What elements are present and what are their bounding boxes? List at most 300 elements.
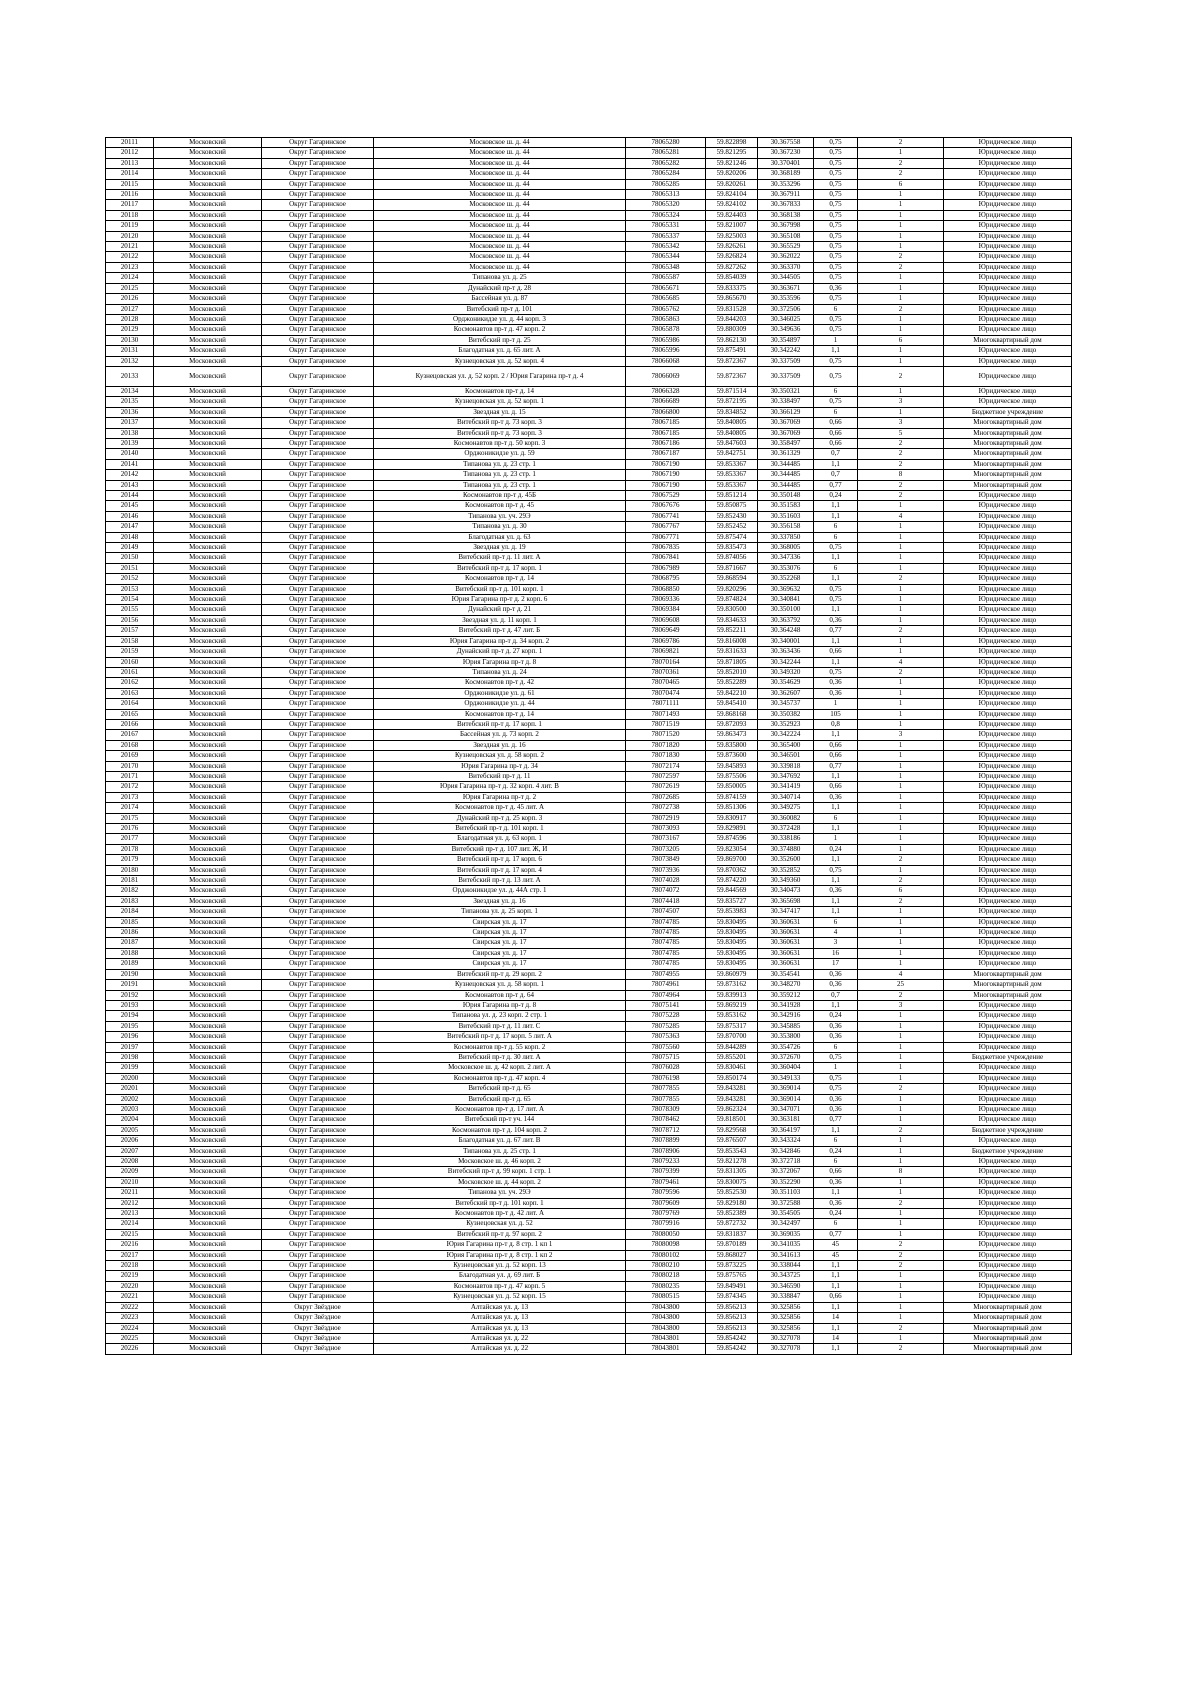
cell-address: Московское ш. д. 44 корп. 2	[374, 1177, 626, 1187]
table-row	[106, 855, 1072, 865]
cell-volume: 0,66	[814, 418, 858, 428]
cell-lat: 59.875491	[706, 346, 758, 356]
cell-type: Юридическое лицо	[944, 876, 1072, 886]
cell-code: 78066068	[626, 356, 706, 366]
cell-address: Московское ш. д. 44	[374, 158, 626, 168]
cell-id: 20223	[106, 1313, 154, 1323]
cell-type: Юридическое лицо	[944, 169, 1072, 179]
cell-lon: 30.368189	[758, 169, 814, 179]
cell-count: 1	[858, 803, 944, 813]
cell-volume: 0,75	[814, 262, 858, 272]
cell-address: Типанова ул. д. 24	[374, 667, 626, 677]
cell-lat: 59.874159	[706, 792, 758, 802]
cell-district: Московский	[154, 1281, 262, 1291]
cell-address: Свирская ул. д. 17	[374, 959, 626, 969]
cell-volume: 0,36	[814, 969, 858, 979]
cell-id: 20121	[106, 242, 154, 252]
cell-municipality: Округ Гагаринское	[262, 647, 374, 657]
cell-id: 20128	[106, 314, 154, 324]
cell-count: 1	[858, 595, 944, 605]
cell-address: Орджоникидзе ул. д. 61	[374, 688, 626, 698]
cell-type: Юридическое лицо	[944, 917, 1072, 927]
cell-district: Московский	[154, 1052, 262, 1062]
cell-district: Московский	[154, 1063, 262, 1073]
cell-lon: 30.327078	[758, 1344, 814, 1354]
cell-id: 20171	[106, 771, 154, 781]
cell-district: Московский	[154, 231, 262, 241]
cell-lon: 30.374880	[758, 844, 814, 854]
cell-municipality: Округ Гагаринское	[262, 865, 374, 875]
cell-lat: 59.824102	[706, 200, 758, 210]
cell-id: 20225	[106, 1333, 154, 1343]
cell-lon: 30.343324	[758, 1136, 814, 1146]
cell-lon: 30.360631	[758, 948, 814, 958]
cell-district: Московский	[154, 1292, 262, 1302]
cell-lat: 59.824403	[706, 210, 758, 220]
cell-address: Благодатная ул. д. 65 лит. А	[374, 346, 626, 356]
cell-lat: 59.875317	[706, 1021, 758, 1031]
table-row	[106, 1104, 1072, 1114]
cell-id: 20180	[106, 865, 154, 875]
cell-code: 78066689	[626, 397, 706, 407]
cell-type: Юридическое лицо	[944, 501, 1072, 511]
cell-count: 2	[858, 262, 944, 272]
cell-district: Московский	[154, 511, 262, 521]
cell-address: Витебский пр-т д. 47 лит. Б	[374, 626, 626, 636]
cell-address: Бассейная ул. д. 73 корп. 2	[374, 730, 626, 740]
cell-code: 78065685	[626, 294, 706, 304]
cell-type: Многоквартирный дом	[944, 990, 1072, 1000]
cell-municipality: Округ Гагаринское	[262, 169, 374, 179]
cell-id: 20124	[106, 273, 154, 283]
table-row	[106, 688, 1072, 698]
cell-volume: 0,75	[814, 314, 858, 324]
cell-lon: 30.341419	[758, 782, 814, 792]
cell-id: 20213	[106, 1209, 154, 1219]
cell-id: 20216	[106, 1240, 154, 1250]
cell-district: Московский	[154, 969, 262, 979]
cell-lat: 59.872195	[706, 397, 758, 407]
cell-code: 78075715	[626, 1052, 706, 1062]
cell-id: 20132	[106, 356, 154, 366]
cell-type: Юридическое лицо	[944, 1261, 1072, 1271]
cell-lat: 59.853162	[706, 1011, 758, 1021]
cell-code: 78075141	[626, 1000, 706, 1010]
cell-lon: 30.369014	[758, 1084, 814, 1094]
cell-code: 78079609	[626, 1198, 706, 1208]
cell-type: Юридическое лицо	[944, 688, 1072, 698]
cell-count: 1	[858, 1011, 944, 1021]
cell-code: 78072597	[626, 771, 706, 781]
cell-municipality: Округ Гагаринское	[262, 719, 374, 729]
cell-count: 3	[858, 418, 944, 428]
cell-volume: 0,75	[814, 231, 858, 241]
table-row	[106, 169, 1072, 179]
cell-type: Юридическое лицо	[944, 667, 1072, 677]
cell-district: Московский	[154, 356, 262, 366]
cell-lon: 30.367230	[758, 148, 814, 158]
cell-municipality: Округ Гагаринское	[262, 470, 374, 480]
cell-lon: 30.372067	[758, 1167, 814, 1177]
cell-volume: 0,75	[814, 325, 858, 335]
cell-lon: 30.350382	[758, 709, 814, 719]
cell-district: Московский	[154, 1209, 262, 1219]
cell-type: Многоквартирный дом	[944, 335, 1072, 345]
cell-id: 20169	[106, 751, 154, 761]
cell-district: Московский	[154, 501, 262, 511]
cell-address: Звездная ул. д. 15	[374, 407, 626, 417]
cell-lat: 59.844289	[706, 1042, 758, 1052]
cell-volume: 1,1	[814, 511, 858, 521]
cell-type: Многоквартирный дом	[944, 1344, 1072, 1354]
cell-lon: 30.327078	[758, 1333, 814, 1343]
cell-lon: 30.347071	[758, 1104, 814, 1114]
table-row	[106, 928, 1072, 938]
cell-address: Юрия Гагарина пр-т д. 8	[374, 657, 626, 667]
cell-code: 78065284	[626, 169, 706, 179]
table-row	[106, 834, 1072, 844]
cell-id: 20141	[106, 459, 154, 469]
cell-address: Юрия Гагарина пр-т д. 8 стр. 1 кп 1	[374, 1240, 626, 1250]
cell-lon: 30.369035	[758, 1229, 814, 1239]
cell-lat: 59.840805	[706, 418, 758, 428]
cell-code: 78079461	[626, 1177, 706, 1187]
cell-code: 78065337	[626, 231, 706, 241]
cell-municipality: Округ Гагаринское	[262, 491, 374, 501]
cell-code: 78074964	[626, 990, 706, 1000]
cell-volume: 0,75	[814, 1073, 858, 1083]
cell-type: Юридическое лицо	[944, 595, 1072, 605]
cell-address: Витебский пр-т д. 99 корп. 1 стр. 1	[374, 1167, 626, 1177]
cell-id: 20211	[106, 1188, 154, 1198]
cell-type: Юридическое лицо	[944, 844, 1072, 854]
cell-municipality: Округ Гагаринское	[262, 1219, 374, 1229]
cell-address: Космонавтов пр-т д. 55 корп. 2	[374, 1042, 626, 1052]
cell-address: Бассейная ул. д. 87	[374, 294, 626, 304]
cell-lat: 59.829180	[706, 1198, 758, 1208]
cell-id: 20179	[106, 855, 154, 865]
cell-address: Витебский пр-т д. 73 корп. 3	[374, 428, 626, 438]
cell-type: Многоквартирный дом	[944, 449, 1072, 459]
cell-type: Многоквартирный дом	[944, 428, 1072, 438]
cell-address: Юрия Гагарина пр-т д. 8	[374, 1000, 626, 1010]
cell-type: Юридическое лицо	[944, 522, 1072, 532]
cell-volume: 0,75	[814, 210, 858, 220]
cell-lat: 59.875765	[706, 1271, 758, 1281]
cell-count: 1	[858, 325, 944, 335]
cell-id: 20123	[106, 262, 154, 272]
cell-municipality: Округ Гагаринское	[262, 1073, 374, 1083]
cell-address: Юрия Гагарина пр-т д. 2	[374, 792, 626, 802]
cell-address: Московское ш. д. 44	[374, 221, 626, 231]
cell-lat: 59.852289	[706, 678, 758, 688]
cell-count: 1	[858, 813, 944, 823]
cell-volume: 0,75	[814, 356, 858, 366]
cell-municipality: Округ Гагаринское	[262, 148, 374, 158]
cell-lat: 59.830075	[706, 1177, 758, 1187]
cell-id: 20143	[106, 480, 154, 490]
cell-count: 1	[858, 761, 944, 771]
cell-lat: 59.871514	[706, 386, 758, 396]
table-row	[106, 678, 1072, 688]
cell-lon: 30.367998	[758, 221, 814, 231]
cell-lat: 59.825003	[706, 231, 758, 241]
cell-address: Витебский пр-т д. 17 корп. 6	[374, 855, 626, 865]
cell-id: 20178	[106, 844, 154, 854]
cell-district: Московский	[154, 782, 262, 792]
cell-lat: 59.831305	[706, 1167, 758, 1177]
cell-lon: 30.342916	[758, 1011, 814, 1021]
cell-code: 78070465	[626, 678, 706, 688]
table-row	[106, 190, 1072, 200]
cell-id: 20170	[106, 761, 154, 771]
table-row	[106, 1073, 1072, 1083]
cell-district: Московский	[154, 1229, 262, 1239]
cell-type: Многоквартирный дом	[944, 969, 1072, 979]
cell-lon: 30.368138	[758, 210, 814, 220]
cell-lat: 59.874824	[706, 595, 758, 605]
cell-volume: 0,75	[814, 200, 858, 210]
cell-lat: 59.831633	[706, 647, 758, 657]
cell-lat: 59.874596	[706, 834, 758, 844]
cell-type: Бюджетное учреждение	[944, 1146, 1072, 1156]
cell-volume: 6	[814, 1219, 858, 1229]
cell-count: 1	[858, 1115, 944, 1125]
cell-municipality: Округ Гагаринское	[262, 615, 374, 625]
cell-count: 1	[858, 1281, 944, 1291]
cell-address: Кузнецовская ул. д. 52 корп. 1	[374, 397, 626, 407]
cell-count: 1	[858, 1021, 944, 1031]
cell-volume: 0,66	[814, 1167, 858, 1177]
cell-address: Типанова ул. д. 25 корп. 1	[374, 907, 626, 917]
cell-district: Московский	[154, 169, 262, 179]
cell-district: Московский	[154, 595, 262, 605]
cell-id: 20147	[106, 522, 154, 532]
cell-lat: 59.868027	[706, 1250, 758, 1260]
cell-lon: 30.349133	[758, 1073, 814, 1083]
cell-volume: 0,36	[814, 1104, 858, 1114]
cell-code: 78074961	[626, 980, 706, 990]
cell-municipality: Округ Гагаринское	[262, 980, 374, 990]
cell-lat: 59.875474	[706, 532, 758, 542]
cell-code: 78080102	[626, 1250, 706, 1260]
cell-type: Юридическое лицо	[944, 1209, 1072, 1219]
table-row	[106, 990, 1072, 1000]
cell-type: Юридическое лицо	[944, 242, 1072, 252]
cell-address: Алтайская ул. д. 13	[374, 1313, 626, 1323]
cell-count: 1	[858, 231, 944, 241]
cell-count: 1	[858, 273, 944, 283]
cell-district: Московский	[154, 928, 262, 938]
cell-municipality: Округ Гагаринское	[262, 221, 374, 231]
cell-district: Московский	[154, 1104, 262, 1114]
cell-code: 78080098	[626, 1240, 706, 1250]
cell-count: 1	[858, 1271, 944, 1281]
cell-code: 78074785	[626, 938, 706, 948]
cell-volume: 0,66	[814, 647, 858, 657]
table-row	[106, 1209, 1072, 1219]
table-row	[106, 719, 1072, 729]
cell-address: Витебский пр-т д. 101 корп. 1	[374, 824, 626, 834]
cell-count: 2	[858, 1344, 944, 1354]
cell-lon: 30.370401	[758, 158, 814, 168]
cell-count: 1	[858, 501, 944, 511]
cell-type: Юридическое лицо	[944, 886, 1072, 896]
cell-type: Юридическое лицо	[944, 221, 1072, 231]
cell-count: 2	[858, 990, 944, 1000]
cell-district: Московский	[154, 647, 262, 657]
table-row	[106, 543, 1072, 553]
cell-id: 20217	[106, 1250, 154, 1260]
cell-lat: 59.842210	[706, 688, 758, 698]
cell-code: 78067190	[626, 459, 706, 469]
table-row	[106, 386, 1072, 396]
cell-address: Витебский пр-т уч. 144	[374, 1115, 626, 1125]
cell-address: Звездная ул. д. 16	[374, 896, 626, 906]
cell-address: Космонавтов пр-т д. 47 корп. 2	[374, 325, 626, 335]
cell-district: Московский	[154, 1094, 262, 1104]
cell-volume: 1,1	[814, 1125, 858, 1135]
cell-code: 78079596	[626, 1188, 706, 1198]
table-row	[106, 438, 1072, 448]
cell-municipality: Округ Гагаринское	[262, 824, 374, 834]
cell-volume: 0,36	[814, 615, 858, 625]
cell-district: Московский	[154, 771, 262, 781]
table-row	[106, 407, 1072, 417]
cell-municipality: Округ Гагаринское	[262, 751, 374, 761]
cell-type: Юридическое лицо	[944, 834, 1072, 844]
cell-district: Московский	[154, 532, 262, 542]
cell-address: Витебский пр-т д. 17 корп. 1	[374, 563, 626, 573]
cell-id: 20220	[106, 1281, 154, 1291]
cell-address: Московское ш. д. 44	[374, 179, 626, 189]
cell-count: 1	[858, 605, 944, 615]
cell-municipality: Округ Гагаринское	[262, 335, 374, 345]
cell-district: Московский	[154, 709, 262, 719]
cell-volume: 0,36	[814, 1021, 858, 1031]
cell-type: Юридическое лицо	[944, 1084, 1072, 1094]
cell-id: 20192	[106, 990, 154, 1000]
cell-count: 1	[858, 678, 944, 688]
cell-lon: 30.354505	[758, 1209, 814, 1219]
cell-district: Московский	[154, 980, 262, 990]
cell-count: 1	[858, 1042, 944, 1052]
cell-code: 78065285	[626, 179, 706, 189]
cell-count: 1	[858, 386, 944, 396]
cell-address: Витебский пр-т д. 11 лит. А	[374, 553, 626, 563]
cell-address: Витебский пр-т д. 11	[374, 771, 626, 781]
cell-district: Московский	[154, 657, 262, 667]
cell-lat: 59.821246	[706, 158, 758, 168]
cell-volume: 3	[814, 938, 858, 948]
cell-code: 78075285	[626, 1021, 706, 1031]
cell-code: 78065587	[626, 273, 706, 283]
table-row	[106, 730, 1072, 740]
cell-volume: 0,7	[814, 449, 858, 459]
cell-lat: 59.874345	[706, 1292, 758, 1302]
cell-lon: 30.352600	[758, 855, 814, 865]
cell-address: Московское ш. д. 44	[374, 148, 626, 158]
table-row	[106, 1084, 1072, 1094]
cell-code: 78065281	[626, 148, 706, 158]
cell-municipality: Округ Гагаринское	[262, 1281, 374, 1291]
cell-district: Московский	[154, 1084, 262, 1094]
cell-municipality: Округ Гагаринское	[262, 1292, 374, 1302]
cell-id: 20114	[106, 169, 154, 179]
cell-lat: 59.872367	[706, 356, 758, 366]
cell-type: Юридическое лицо	[944, 491, 1072, 501]
cell-lon: 30.337509	[758, 356, 814, 366]
cell-type: Многоквартирный дом	[944, 480, 1072, 490]
cell-lon: 30.344485	[758, 480, 814, 490]
table-row	[106, 1011, 1072, 1021]
table-row	[106, 657, 1072, 667]
cell-volume: 0,24	[814, 844, 858, 854]
cell-type: Юридическое лицо	[944, 356, 1072, 366]
cell-count: 1	[858, 1073, 944, 1083]
cell-type: Юридическое лицо	[944, 699, 1072, 709]
cell-lon: 30.372506	[758, 304, 814, 314]
cell-lat: 59.873600	[706, 751, 758, 761]
table-row	[106, 366, 1072, 386]
cell-lat: 59.835727	[706, 896, 758, 906]
cell-lon: 30.342244	[758, 657, 814, 667]
cell-address: Юрия Гагарина пр-т д. 32 корп. 4 лит. В	[374, 782, 626, 792]
cell-count: 2	[858, 1240, 944, 1250]
cell-municipality: Округ Гагаринское	[262, 501, 374, 511]
cell-lon: 30.347692	[758, 771, 814, 781]
cell-lat: 59.850174	[706, 1073, 758, 1083]
cell-type: Бюджетное учреждение	[944, 1052, 1072, 1062]
cell-lon: 30.340473	[758, 886, 814, 896]
cell-municipality: Округ Гагаринское	[262, 294, 374, 304]
cell-id: 20145	[106, 501, 154, 511]
cell-id: 20138	[106, 428, 154, 438]
cell-municipality: Округ Звёздное	[262, 1344, 374, 1354]
cell-type: Юридическое лицо	[944, 678, 1072, 688]
cell-municipality: Округ Гагаринское	[262, 325, 374, 335]
cell-lat: 59.821295	[706, 148, 758, 158]
cell-code: 78073093	[626, 824, 706, 834]
cell-municipality: Округ Гагаринское	[262, 1271, 374, 1281]
cell-municipality: Округ Гагаринское	[262, 480, 374, 490]
cell-count: 1	[858, 553, 944, 563]
table-row	[106, 553, 1072, 563]
cell-code: 78078462	[626, 1115, 706, 1125]
cell-district: Московский	[154, 855, 262, 865]
cell-type: Юридическое лицо	[944, 792, 1072, 802]
cell-lat: 59.835473	[706, 543, 758, 553]
cell-code: 78075363	[626, 1032, 706, 1042]
cell-address: Московское ш. д. 44	[374, 231, 626, 241]
cell-municipality: Округ Гагаринское	[262, 418, 374, 428]
cell-address: Звездная ул. д. 19	[374, 543, 626, 553]
cell-lat: 59.870362	[706, 865, 758, 875]
cell-count: 3	[858, 397, 944, 407]
cell-count: 2	[858, 896, 944, 906]
cell-lon: 30.360631	[758, 938, 814, 948]
table-row	[106, 283, 1072, 293]
table-row	[106, 792, 1072, 802]
cell-address: Типанова ул. д. 25 стр. 1	[374, 1146, 626, 1156]
cell-lon: 30.350100	[758, 605, 814, 615]
cell-address: Космонавтов пр-т д. 17 лит. А	[374, 1104, 626, 1114]
cell-id: 20115	[106, 179, 154, 189]
cell-id: 20152	[106, 574, 154, 584]
cell-district: Московский	[154, 438, 262, 448]
cell-lon: 30.354629	[758, 678, 814, 688]
cell-type: Юридическое лицо	[944, 719, 1072, 729]
